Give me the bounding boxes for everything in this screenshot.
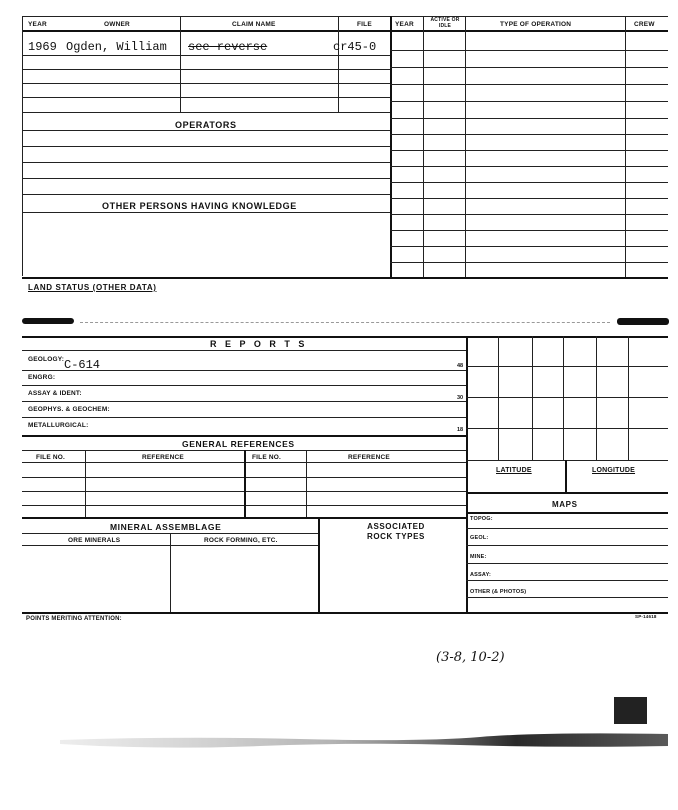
scan-mark-right <box>617 318 669 325</box>
land-status-label: LAND STATUS (OTHER DATA) <box>28 283 157 292</box>
points-meriting-attention-label: POINTS MERITING ATTENTION: <box>26 616 122 622</box>
mineral-assemblage-title: MINERAL ASSEMBLAGE <box>110 522 222 532</box>
header-year: YEAR <box>28 21 47 28</box>
scan-smudge <box>60 728 668 750</box>
header-claim-name: CLAIM NAME <box>232 21 276 28</box>
report-geology-num: 48 <box>457 363 464 369</box>
row-file: cr45-0 <box>333 40 377 54</box>
header-year-2: YEAR <box>395 21 414 28</box>
maps-mine: MINE: <box>470 554 487 560</box>
report-metallurgical-num: 18 <box>457 427 464 433</box>
report-geophys-label: GEOPHYS. & GEOCHEM: <box>28 406 110 413</box>
maps-geol: GEOL: <box>470 535 489 541</box>
maps-title: MAPS <box>552 500 578 509</box>
rock-forming-label: ROCK FORMING, ETC. <box>204 537 278 544</box>
header-active-idle: ACTIVE OR IDLE <box>430 17 460 29</box>
associated-rock-types-label: ASSOCIATED ROCK TYPES <box>366 522 425 541</box>
header-file: FILE <box>357 21 372 28</box>
ore-minerals-label: ORE MINERALS <box>68 537 121 544</box>
report-geology-label: GEOLOGY: <box>28 356 65 363</box>
row-owner: Ogden, William <box>66 40 167 54</box>
handwritten-note: (3-8, 10-2) <box>436 650 505 665</box>
row-year: 1969 <box>28 40 57 54</box>
report-geology-value: C-614 <box>64 358 101 372</box>
genref-file-no-1: FILE NO. <box>36 454 66 461</box>
maps-other: OTHER (& PHOTOS) <box>470 589 527 595</box>
maps-assay: ASSAY: <box>470 572 492 578</box>
scan-mark-left <box>22 318 74 324</box>
header-type-of-operation: TYPE OF OPERATION <box>500 21 572 28</box>
maps-topog: TOPOG: <box>470 516 493 522</box>
report-assay-num: 30 <box>457 395 464 401</box>
genref-file-no-2: FILE NO. <box>252 454 282 461</box>
genref-reference-2: REFERENCE <box>348 454 390 461</box>
form-number: SP-14618 <box>635 614 657 619</box>
row-claim-name: see reverse <box>188 40 268 54</box>
header-crew: CREW <box>634 21 655 28</box>
longitude-label: LONGITUDE <box>592 467 636 474</box>
report-engrg-label: ENGRG: <box>28 374 56 381</box>
scan-block <box>614 697 647 724</box>
report-assay-label: ASSAY & IDENT: <box>28 390 82 397</box>
genref-reference-1: REFERENCE <box>142 454 184 461</box>
header-owner: OWNER <box>104 21 130 28</box>
latitude-label: LATITUDE <box>496 467 532 474</box>
general-references-title: GENERAL REFERENCES <box>182 439 295 449</box>
operators-label: OPERATORS <box>175 120 237 130</box>
reports-title: R E P O R T S <box>210 339 308 349</box>
report-metallurgical-label: METALLURGICAL: <box>28 422 89 429</box>
other-persons-label: OTHER PERSONS HAVING KNOWLEDGE <box>102 201 297 211</box>
